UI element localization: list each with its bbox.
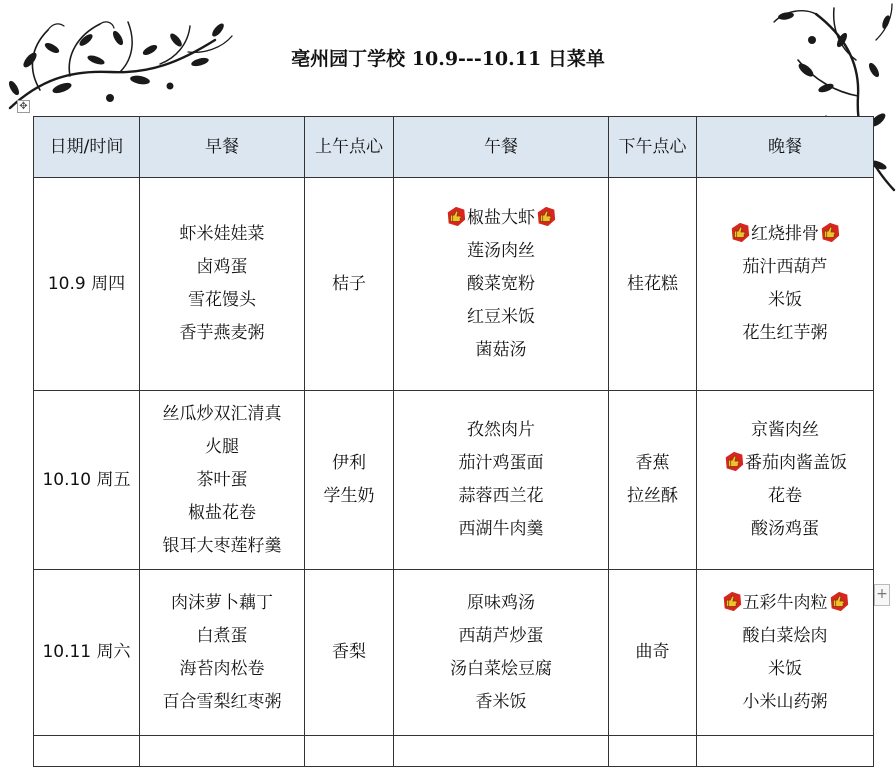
menu-item: 香梨 <box>332 642 366 662</box>
menu-item: 原味鸡汤 <box>467 592 535 613</box>
menu-item-label: 椒盐大虾 <box>467 207 535 228</box>
menu-item: 雪花馒头 <box>188 290 256 310</box>
menu-item: 丝瓜炒双汇清真 <box>162 403 282 424</box>
table-row-empty <box>34 736 874 767</box>
menu-item: 莲汤肉丝 <box>467 240 535 261</box>
empty-cell <box>394 736 609 767</box>
menu-item: 桔子 <box>332 273 366 294</box>
menu-item: 曲奇 <box>635 642 670 662</box>
menu-item: 酸汤鸡蛋 <box>751 519 819 539</box>
dinner-cell <box>697 391 874 570</box>
menu-item: 卤鸡蛋 <box>196 257 248 277</box>
thumbs-up-icon <box>819 221 841 243</box>
menu-item: 米饭 <box>768 290 802 310</box>
table-row <box>34 570 874 736</box>
menu-item: 蒜蓉西兰花 <box>458 486 544 506</box>
date-cell: 10.9 周四 <box>34 178 140 391</box>
menu-item: 火腿 <box>205 436 239 457</box>
dinner-cell <box>697 570 874 736</box>
menu-item-featured <box>394 202 608 235</box>
menu-item: 香蕉 <box>635 453 670 473</box>
menu-item: 红豆米饭 <box>467 306 535 327</box>
empty-cell <box>609 736 697 767</box>
header-morning-snack: 上午点心 <box>305 117 394 178</box>
menu-item-label: 五彩牛肉粒 <box>742 592 828 613</box>
empty-cell <box>697 736 874 767</box>
menu-item-label: 番茄肉酱盖饭 <box>745 453 847 473</box>
header-row <box>34 117 874 178</box>
thumbs-up-icon <box>723 450 745 472</box>
thumbs-up-icon <box>828 590 850 612</box>
empty-cell <box>34 736 140 767</box>
menu-item: 小米山药粥 <box>742 691 828 712</box>
header-date: 日期/时间 <box>34 117 140 178</box>
menu-item: 香米饭 <box>475 691 527 712</box>
empty-cell <box>140 736 305 767</box>
thumbs-up-icon <box>721 590 743 612</box>
menu-item: 茶叶蛋 <box>196 469 248 490</box>
empty-cell <box>305 736 394 767</box>
menu-item: 银耳大枣莲籽羹 <box>162 535 282 556</box>
morning-snack-cell <box>305 570 394 736</box>
date-cell: 10.10 周五 <box>34 391 140 570</box>
menu-item: 茄汁西葫芦 <box>742 257 828 277</box>
table-row <box>34 391 874 570</box>
menu-item: 桂花糕 <box>627 273 678 294</box>
menu-item: 花生红芋粥 <box>742 323 828 343</box>
header-afternoon-snack: 下午点心 <box>609 117 697 178</box>
table-row <box>34 178 874 391</box>
menu-item: 花卷 <box>768 486 802 506</box>
header-breakfast: 早餐 <box>140 117 305 178</box>
menu-item-featured <box>697 447 873 480</box>
menu-item: 学生奶 <box>323 486 375 506</box>
lunch-cell <box>394 391 609 570</box>
thumbs-up-icon <box>729 221 751 243</box>
menu-item: 酸菜宽粉 <box>467 273 535 294</box>
menu-item: 椒盐花卷 <box>188 502 256 523</box>
menu-item-label: 红烧排骨 <box>751 224 819 244</box>
table-move-handle-icon[interactable]: ✥ <box>17 100 30 113</box>
menu-item: 伊利 <box>332 453 366 473</box>
header-dinner: 晚餐 <box>697 117 874 178</box>
breakfast-cell <box>140 570 305 736</box>
menu-item: 香芋燕麦粥 <box>179 323 265 343</box>
menu-item: 菌菇汤 <box>475 339 527 360</box>
menu-item: 白煮蛋 <box>196 625 248 646</box>
breakfast-cell <box>140 178 305 391</box>
menu-item: 米饭 <box>768 658 802 679</box>
menu-item: 海苔肉松卷 <box>179 658 265 679</box>
menu-item-featured <box>697 587 873 620</box>
morning-snack-cell <box>305 178 394 391</box>
menu-item: 京酱肉丝 <box>751 420 819 440</box>
breakfast-cell <box>140 391 305 570</box>
menu-item: 酸白菜烩肉 <box>742 625 828 646</box>
page-title: 亳州园丁学校 10.9---10.11 日菜单 <box>291 48 605 70</box>
menu-item: 百合雪梨红枣粥 <box>162 691 282 712</box>
lunch-cell <box>394 570 609 736</box>
menu-table <box>33 116 874 767</box>
menu-item: 汤白菜烩豆腐 <box>450 658 552 679</box>
menu-item: 虾米娃娃菜 <box>179 224 265 244</box>
thumbs-up-icon <box>445 205 467 227</box>
menu-item: 西葫芦炒蛋 <box>458 625 544 646</box>
menu-item: 孜然肉片 <box>467 420 535 440</box>
afternoon-snack-cell <box>609 178 697 391</box>
header-lunch: 午餐 <box>394 117 609 178</box>
menu-item: 肉沫萝卜藕丁 <box>171 592 273 613</box>
menu-item: 茄汁鸡蛋面 <box>458 453 544 473</box>
menu-item: 拉丝酥 <box>627 486 678 506</box>
thumbs-up-icon <box>535 205 557 227</box>
afternoon-snack-cell <box>609 391 697 570</box>
date-cell: 10.11 周六 <box>34 570 140 736</box>
add-row-icon[interactable]: + <box>874 584 890 606</box>
menu-item-featured <box>697 218 873 251</box>
dinner-cell <box>697 178 874 391</box>
lunch-cell <box>394 178 609 391</box>
morning-snack-cell <box>305 391 394 570</box>
menu-item: 西湖牛肉羹 <box>458 519 544 539</box>
afternoon-snack-cell <box>609 570 697 736</box>
